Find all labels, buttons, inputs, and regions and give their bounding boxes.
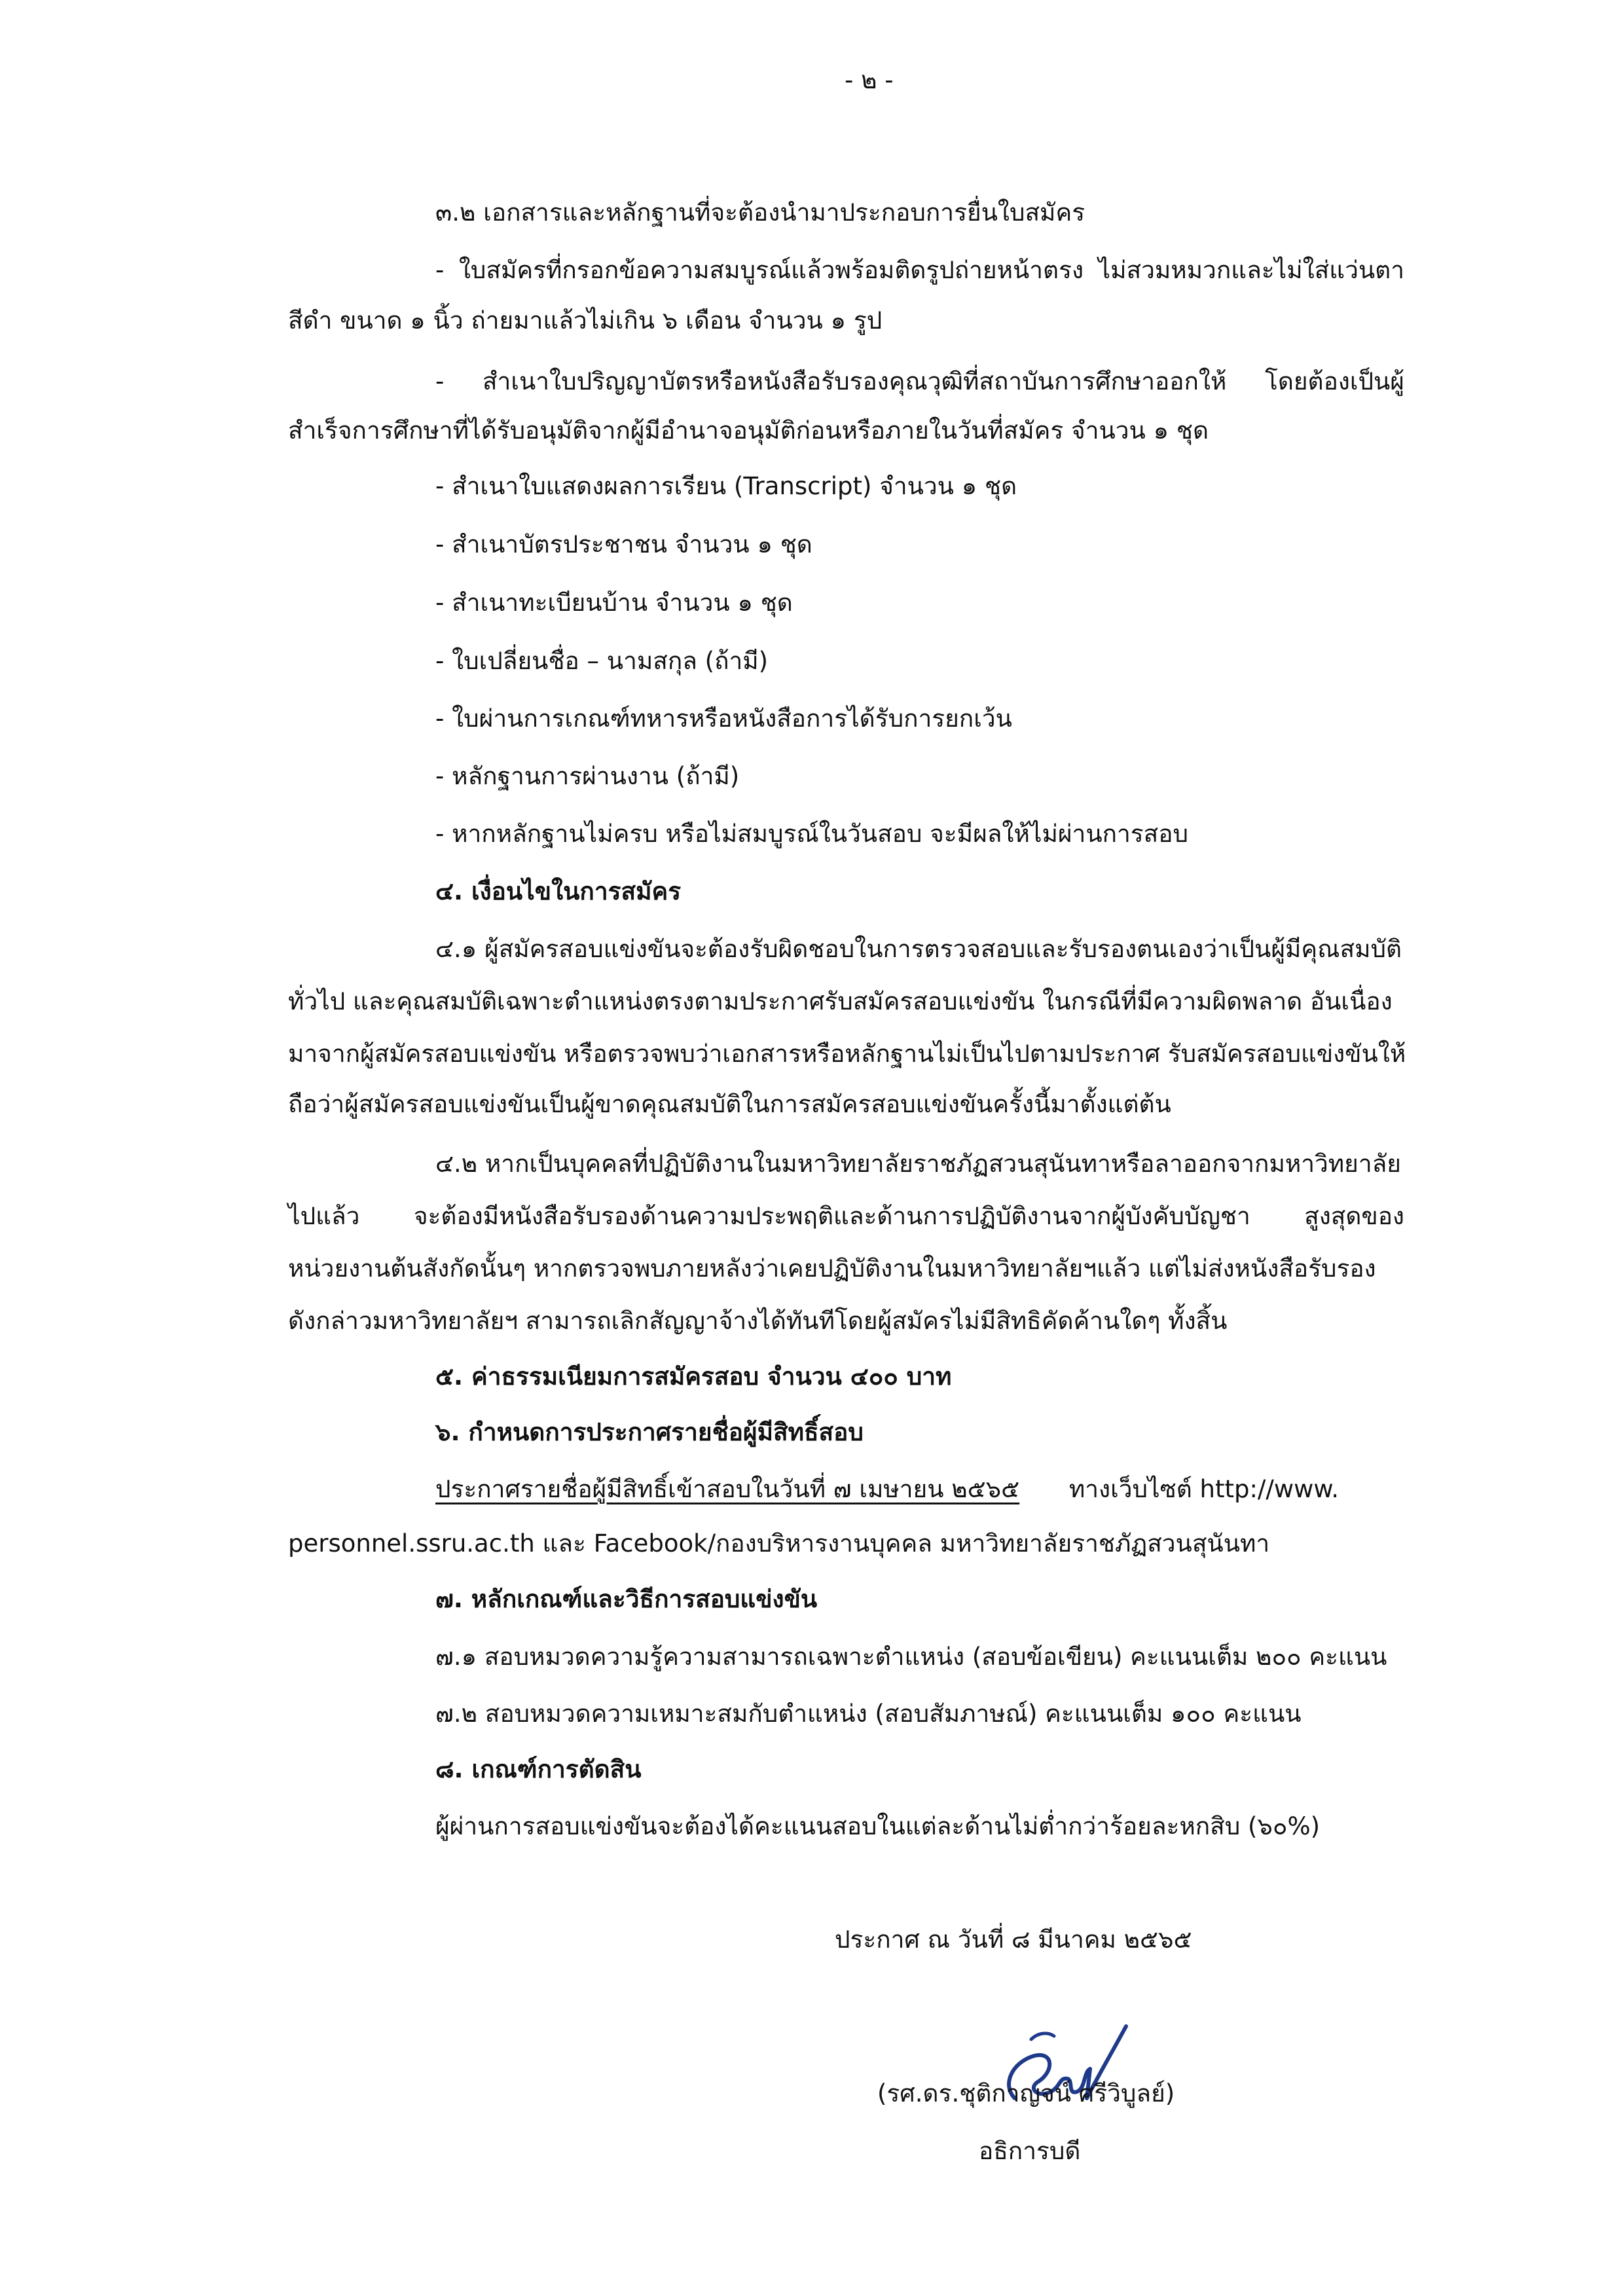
section-4-1-line: มาจากผู้สมัครสอบแข่งขัน หรือตรวจพบว่าเอกสารหรือหลักฐานไม่เป็นไปตามประกาศ รับสมัครสอบแข่งขันให้	[288, 1040, 1406, 1068]
paragraph-text: สูงสุดของ	[1304, 1202, 1404, 1230]
list-item: - สำเนาบัตรประชาชน จำนวน ๑ ชุด	[435, 530, 812, 558]
section-3-2-heading: ๓.๒ เอกสารและหลักฐานที่จะต้องนำมาประกอบการยื่นใบสมัคร	[435, 198, 1085, 227]
section-4-1-line: ๔.๑ ผู้สมัครสอบแข่งขันจะต้องรับผิดชอบในการตรวจสอบและรับรองตนเองว่าเป็นผู้มีคุณสมบัติ	[435, 935, 1402, 963]
section-5-heading: ๕. ค่าธรรมเนียมการสมัครสอบ จำนวน ๔๐๐ บาท	[435, 1362, 952, 1391]
section-7-item: ๗.๒ สอบหมวดความเหมาะสมกับตำแหน่ง (สอบสัมภาษณ์) คะแนนเต็ม ๑๐๐ คะแนน	[435, 1700, 1302, 1728]
section-4-1-line: ทั่วไป และคุณสมบัติเฉพาะตำแหน่งตรงตามประกาศรับสมัครสอบแข่งขัน ในกรณีที่มีความผิดพลาด อันเนื่อง	[288, 987, 1393, 1015]
section-6-heading: ๖. กำหนดการประกาศรายชื่อผู้มีสิทธิ์สอบ	[435, 1418, 864, 1446]
website-text: ทางเว็บไซต์ http://www.	[1068, 1475, 1339, 1503]
list-item: - สำเนาใบแสดงผลการเรียน (Transcript) จำนวน ๑ ชุด	[435, 472, 1017, 500]
section-7-item: ๗.๑ สอบหมวดความรู้ความสามารถเฉพาะตำแหน่ง (สอบข้อเขียน) คะแนนเต็ม ๒๐๐ คะแนน	[435, 1643, 1387, 1671]
announcement-date-underlined: ประกาศรายชื่อผู้มีสิทธิ์เข้าสอบในวันที่ ๗ เมษายน ๒๕๖๕	[435, 1475, 1020, 1503]
item-text: ไม่สวมหมวกและไม่ใส่แว่นตา	[1098, 256, 1404, 284]
section-3-2-item1-line2: สีดำ ขนาด ๑ นิ้ว ถ่ายมาแล้วไม่เกิน ๖ เดือน จำนวน ๑ รูป	[288, 306, 883, 335]
paragraph-text: จะต้องมีหนังสือรับรองด้านความประพฤติและด้านการปฏิบัติงานจากผู้บังคับบัญชา	[413, 1202, 1250, 1230]
section-3-2-item2-line1	[435, 363, 1404, 400]
item-text: โดยต้องเป็นผู้	[1264, 367, 1404, 395]
item-text: ใบสมัครที่กรอกข้อความสมบูรณ์แล้วพร้อมติดรูปถ่ายหน้าตรง	[458, 256, 1084, 284]
section-8-text: ผู้ผ่านการสอบแข่งขันจะต้องได้คะแนนสอบในแต่ละด้านไม่ต่ำกว่าร้อยละหกสิบ (๖๐%)	[435, 1812, 1321, 1840]
section-3-2-item2-line2: สำเร็จการศึกษาที่ได้รับอนุมัติจากผู้มีอำนาจอนุมัติก่อนหรือภายในวันที่สมัคร จำนวน ๑ ชุด	[288, 416, 1209, 445]
announcement-date: ประกาศ ณ วันที่ ๘ มีนาคม ๒๕๖๕	[835, 1925, 1192, 1954]
dash: -	[435, 367, 445, 395]
signatory-title: อธิการบดี	[979, 2137, 1081, 2165]
section-8-heading: ๘. เกณฑ์การตัดสิน	[435, 1755, 642, 1783]
dash: -	[435, 256, 445, 284]
section-6-line1	[435, 1471, 1339, 1508]
section-4-2-line2	[288, 1198, 1404, 1235]
page-number: - ๒ -	[845, 66, 894, 94]
list-item: - ใบผ่านการเกณฑ์ทหารหรือหนังสือการได้รับการยกเว้น	[435, 704, 1012, 733]
signatory-name: (รศ.ดร.ชุติกาญจน์ ศรีวิบูลย์)	[877, 2079, 1175, 2107]
item-text: สำเนาใบปริญญาบัตรหรือหนังสือรับรองคุณวุฒิที่สถาบันการศึกษาออกให้	[482, 367, 1227, 395]
section-4-2-line3: หน่วยงานต้นสังกัดนั้นๆ หากตรวจพบภายหลังว่าเคยปฏิบัติงานในมหาวิทยาลัยฯแล้ว แต่ไม่ส่งหนังสือรับรอง	[288, 1254, 1376, 1283]
list-item: - สำเนาทะเบียนบ้าน จำนวน ๑ ชุด	[435, 589, 793, 617]
section-6-line2: personnel.ssru.ac.th และ Facebook/กองบริหารงานบุคคล มหาวิทยาลัยราชภัฏสวนสุนันทา	[288, 1529, 1270, 1558]
section-4-2-line1: ๔.๒ หากเป็นบุคคลที่ปฏิบัติงานในมหาวิทยาลัยราชภัฏสวนสุนันทาหรือลาออกจากมหาวิทยาลัย	[435, 1150, 1401, 1178]
section-7-heading: ๗. หลักเกณฑ์และวิธีการสอบแข่งขัน	[435, 1585, 818, 1613]
section-4-1-line: ถือว่าผู้สมัครสอบแข่งขันเป็นผู้ขาดคุณสมบัติในการสมัครสอบแข่งขันครั้งนี้มาตั้งแต่ต้น	[288, 1090, 1171, 1118]
list-item: - หากหลักฐานไม่ครบ หรือไม่สมบูรณ์ในวันสอบ จะมีผลให้ไม่ผ่านการสอบ	[435, 820, 1188, 848]
section-4-heading: ๔. เงื่อนไขในการสมัคร	[435, 877, 682, 905]
list-item: - ใบเปลี่ยนชื่อ – นามสกุล (ถ้ามี)	[435, 647, 769, 675]
list-item: - หลักฐานการผ่านงาน (ถ้ามี)	[435, 762, 740, 790]
section-4-2-line4: ดังกล่าวมหาวิทยาลัยฯ สามารถเลิกสัญญาจ้างได้ทันทีโดยผู้สมัครไม่มีสิทธิคัดค้านใดๆ ทั้งสิ้น	[288, 1307, 1228, 1335]
paragraph-text: ไปแล้ว	[288, 1202, 360, 1230]
section-3-2-item1-line1	[435, 252, 1404, 289]
